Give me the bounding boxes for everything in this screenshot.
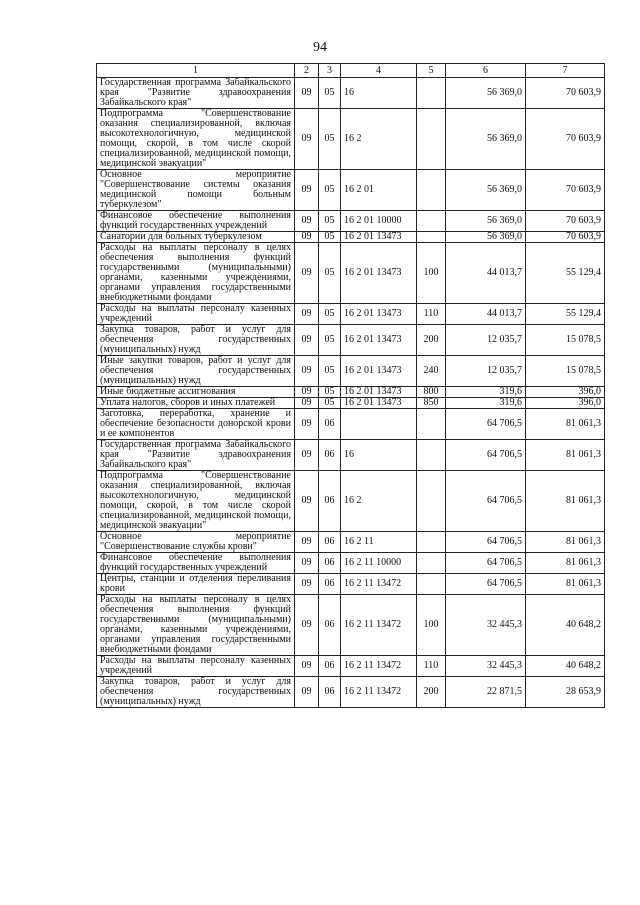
cell-amount-2: 81 061,3 <box>526 440 605 471</box>
cell-amount-1: 44 013,7 <box>446 304 526 325</box>
cell-expense-type <box>417 532 446 553</box>
table-row <box>97 78 605 109</box>
cell-section: 09 <box>295 232 319 243</box>
cell-amount-2: 70 603,9 <box>526 170 605 211</box>
cell-name: Основное мероприятие "Совершенствование системы оказания медицинской помощи больным туберкулезом" <box>97 170 295 211</box>
cell-target-article: 16 <box>341 440 417 471</box>
cell-amount-2: 70 603,9 <box>526 78 605 109</box>
cell-amount-1: 64 706,5 <box>446 440 526 471</box>
cell-name: Подпрограмма "Совершенствование оказания специализированной, включая высокотехнологичную, медицинской помощи, скорой, в том числе скорой специализированной, медицинской помощи, медицинской эвакуации" <box>97 471 295 532</box>
cell-expense-type: 110 <box>417 304 446 325</box>
header-col-7: 7 <box>526 64 605 78</box>
cell-target-article: 16 2 01 13473 <box>341 304 417 325</box>
cell-name: Заготовка, переработка, хранение и обеспечение безопасности донорской крови и ее компонентов <box>97 409 295 440</box>
cell-amount-2: 40 648,2 <box>526 656 605 677</box>
table-row <box>97 304 605 325</box>
cell-amount-2: 81 061,3 <box>526 553 605 574</box>
budget-table <box>96 63 605 708</box>
cell-amount-1: 56 369,0 <box>446 170 526 211</box>
cell-amount-2: 55 129,4 <box>526 304 605 325</box>
cell-name: Государственная программа Забайкальского края "Развитие здравоохранения Забайкальского края" <box>97 440 295 471</box>
cell-name: Закупка товаров, работ и услуг для обеспечения государственных (муниципальных) нужд <box>97 677 295 708</box>
cell-expense-type: 800 <box>417 387 446 398</box>
cell-target-article: 16 2 01 13473 <box>341 387 417 398</box>
cell-amount-1: 56 369,0 <box>446 211 526 232</box>
cell-amount-1: 64 706,5 <box>446 409 526 440</box>
cell-subsection: 06 <box>319 440 341 471</box>
cell-name: Иные закупки товаров, работ и услуг для обеспечения государственных (муниципальных) нужд <box>97 356 295 387</box>
cell-amount-2: 40 648,2 <box>526 595 605 656</box>
cell-subsection: 06 <box>319 532 341 553</box>
cell-section: 09 <box>295 574 319 595</box>
header-col-3: 3 <box>319 64 341 78</box>
cell-target-article: 16 2 11 13472 <box>341 595 417 656</box>
cell-amount-2: 15 078,5 <box>526 356 605 387</box>
cell-subsection: 05 <box>319 387 341 398</box>
cell-expense-type <box>417 78 446 109</box>
table-header-row <box>97 64 605 78</box>
cell-subsection: 05 <box>319 211 341 232</box>
cell-section: 09 <box>295 356 319 387</box>
cell-section: 09 <box>295 78 319 109</box>
cell-subsection: 05 <box>319 325 341 356</box>
cell-amount-1: 44 013,7 <box>446 243 526 304</box>
cell-name: Расходы на выплаты персоналу казенных учреждений <box>97 656 295 677</box>
cell-section: 09 <box>295 656 319 677</box>
cell-target-article: 16 2 01 13473 <box>341 325 417 356</box>
cell-amount-1: 56 369,0 <box>446 109 526 170</box>
cell-name: Иные бюджетные ассигнования <box>97 387 295 398</box>
cell-amount-1: 64 706,5 <box>446 532 526 553</box>
cell-expense-type <box>417 440 446 471</box>
cell-subsection: 06 <box>319 471 341 532</box>
header-col-6: 6 <box>446 64 526 78</box>
cell-subsection: 06 <box>319 409 341 440</box>
cell-target-article: 16 2 11 13472 <box>341 656 417 677</box>
page-number: 94 <box>313 40 327 55</box>
cell-amount-1: 319,6 <box>446 387 526 398</box>
cell-expense-type <box>417 471 446 532</box>
cell-amount-2: 81 061,3 <box>526 471 605 532</box>
cell-expense-type: 100 <box>417 243 446 304</box>
cell-section: 09 <box>295 553 319 574</box>
header-col-4: 4 <box>341 64 417 78</box>
cell-section: 09 <box>295 409 319 440</box>
cell-target-article: 16 2 01 13473 <box>341 243 417 304</box>
cell-expense-type <box>417 553 446 574</box>
cell-amount-1: 319,6 <box>446 398 526 409</box>
table-row <box>97 232 605 243</box>
cell-section: 09 <box>295 398 319 409</box>
cell-expense-type <box>417 170 446 211</box>
cell-expense-type: 200 <box>417 325 446 356</box>
cell-amount-2: 70 603,9 <box>526 232 605 243</box>
table-row <box>97 356 605 387</box>
cell-subsection: 06 <box>319 553 341 574</box>
cell-section: 09 <box>295 387 319 398</box>
cell-amount-2: 55 129,4 <box>526 243 605 304</box>
table-row <box>97 553 605 574</box>
cell-subsection: 06 <box>319 677 341 708</box>
cell-name: Государственная программа Забайкальского края "Развитие здравоохранения Забайкальского края" <box>97 78 295 109</box>
cell-subsection: 06 <box>319 595 341 656</box>
cell-amount-1: 12 035,7 <box>446 325 526 356</box>
cell-amount-1: 32 445,3 <box>446 595 526 656</box>
cell-section: 09 <box>295 211 319 232</box>
cell-name: Санатории для больных туберкулезом <box>97 232 295 243</box>
cell-target-article: 16 2 11 13472 <box>341 574 417 595</box>
table-row <box>97 387 605 398</box>
header-col-1: 1 <box>97 64 295 78</box>
cell-section: 09 <box>295 325 319 356</box>
cell-expense-type <box>417 574 446 595</box>
cell-amount-1: 22 871,5 <box>446 677 526 708</box>
cell-name: Финансовое обеспечение выполнения функций государственных учреждений <box>97 553 295 574</box>
cell-amount-2: 81 061,3 <box>526 532 605 553</box>
cell-target-article: 16 2 <box>341 109 417 170</box>
cell-target-article: 16 2 11 13472 <box>341 677 417 708</box>
cell-amount-2: 15 078,5 <box>526 325 605 356</box>
table-body <box>97 78 605 708</box>
cell-target-article: 16 2 01 <box>341 170 417 211</box>
table-row <box>97 595 605 656</box>
cell-amount-2: 28 653,9 <box>526 677 605 708</box>
cell-amount-1: 64 706,5 <box>446 471 526 532</box>
cell-target-article: 16 2 01 13473 <box>341 356 417 387</box>
cell-amount-2: 396,0 <box>526 398 605 409</box>
cell-expense-type <box>417 409 446 440</box>
cell-target-article: 16 2 <box>341 471 417 532</box>
cell-subsection: 05 <box>319 356 341 387</box>
cell-expense-type: 200 <box>417 677 446 708</box>
cell-amount-1: 12 035,7 <box>446 356 526 387</box>
cell-section: 09 <box>295 304 319 325</box>
cell-expense-type: 850 <box>417 398 446 409</box>
cell-amount-1: 56 369,0 <box>446 78 526 109</box>
cell-section: 09 <box>295 109 319 170</box>
table-row <box>97 574 605 595</box>
cell-section: 09 <box>295 170 319 211</box>
table-row <box>97 325 605 356</box>
cell-amount-2: 396,0 <box>526 387 605 398</box>
table-row <box>97 677 605 708</box>
cell-section: 09 <box>295 243 319 304</box>
cell-section: 09 <box>295 677 319 708</box>
cell-subsection: 05 <box>319 398 341 409</box>
cell-target-article: 16 2 11 10000 <box>341 553 417 574</box>
cell-amount-1: 64 706,5 <box>446 553 526 574</box>
cell-target-article: 16 2 01 13473 <box>341 398 417 409</box>
cell-section: 09 <box>295 532 319 553</box>
cell-subsection: 05 <box>319 170 341 211</box>
cell-amount-2: 70 603,9 <box>526 109 605 170</box>
table-row <box>97 109 605 170</box>
header-col-2: 2 <box>295 64 319 78</box>
cell-name: Центры, станции и отделения переливания крови <box>97 574 295 595</box>
cell-expense-type <box>417 109 446 170</box>
cell-expense-type <box>417 211 446 232</box>
cell-amount-2: 81 061,3 <box>526 409 605 440</box>
cell-expense-type: 240 <box>417 356 446 387</box>
cell-name: Финансовое обеспечение выполнения функций государственных учреждений <box>97 211 295 232</box>
table-row <box>97 243 605 304</box>
table-row <box>97 471 605 532</box>
cell-name: Подпрограмма "Совершенствование оказания специализированной, включая высокотехнологичную, медицинской помощи, скорой, в том числе скорой специализированной, медицинской помощи, медицинской эвакуации" <box>97 109 295 170</box>
cell-amount-1: 56 369,0 <box>446 232 526 243</box>
table-row <box>97 656 605 677</box>
cell-amount-2: 70 603,9 <box>526 211 605 232</box>
cell-name: Уплата налогов, сборов и иных платежей <box>97 398 295 409</box>
table-row <box>97 409 605 440</box>
cell-expense-type: 110 <box>417 656 446 677</box>
cell-expense-type <box>417 232 446 243</box>
table-row <box>97 398 605 409</box>
cell-target-article: 16 <box>341 78 417 109</box>
cell-expense-type: 100 <box>417 595 446 656</box>
cell-subsection: 05 <box>319 232 341 243</box>
cell-section: 09 <box>295 595 319 656</box>
cell-section: 09 <box>295 440 319 471</box>
cell-amount-1: 64 706,5 <box>446 574 526 595</box>
table-row <box>97 440 605 471</box>
table-row <box>97 211 605 232</box>
table-row <box>97 532 605 553</box>
cell-name: Расходы на выплаты персоналу в целях обеспечения выполнения функций государственными (муниципальными) органами, казенными учреждениями, органами управления государственными внебюджетными фондами <box>97 243 295 304</box>
cell-name: Закупка товаров, работ и услуг для обеспечения государственных (муниципальных) нужд <box>97 325 295 356</box>
cell-subsection: 06 <box>319 656 341 677</box>
cell-name: Расходы на выплаты персоналу в целях обеспечения выполнения функций государственными (муниципальными) органами, казенными учреждениями, органами управления государственными внебюджетными фондами <box>97 595 295 656</box>
cell-subsection: 06 <box>319 574 341 595</box>
cell-target-article: 16 2 11 <box>341 532 417 553</box>
cell-name: Расходы на выплаты персоналу казенных учреждений <box>97 304 295 325</box>
cell-subsection: 05 <box>319 243 341 304</box>
cell-target-article: 16 2 01 10000 <box>341 211 417 232</box>
cell-subsection: 05 <box>319 304 341 325</box>
cell-subsection: 05 <box>319 109 341 170</box>
cell-amount-1: 32 445,3 <box>446 656 526 677</box>
cell-target-article: 16 2 01 13473 <box>341 232 417 243</box>
cell-amount-2: 81 061,3 <box>526 574 605 595</box>
cell-subsection: 05 <box>319 78 341 109</box>
cell-target-article <box>341 409 417 440</box>
header-col-5: 5 <box>417 64 446 78</box>
cell-name: Основное мероприятие "Совершенствование службы крови" <box>97 532 295 553</box>
cell-section: 09 <box>295 471 319 532</box>
table-row <box>97 170 605 211</box>
